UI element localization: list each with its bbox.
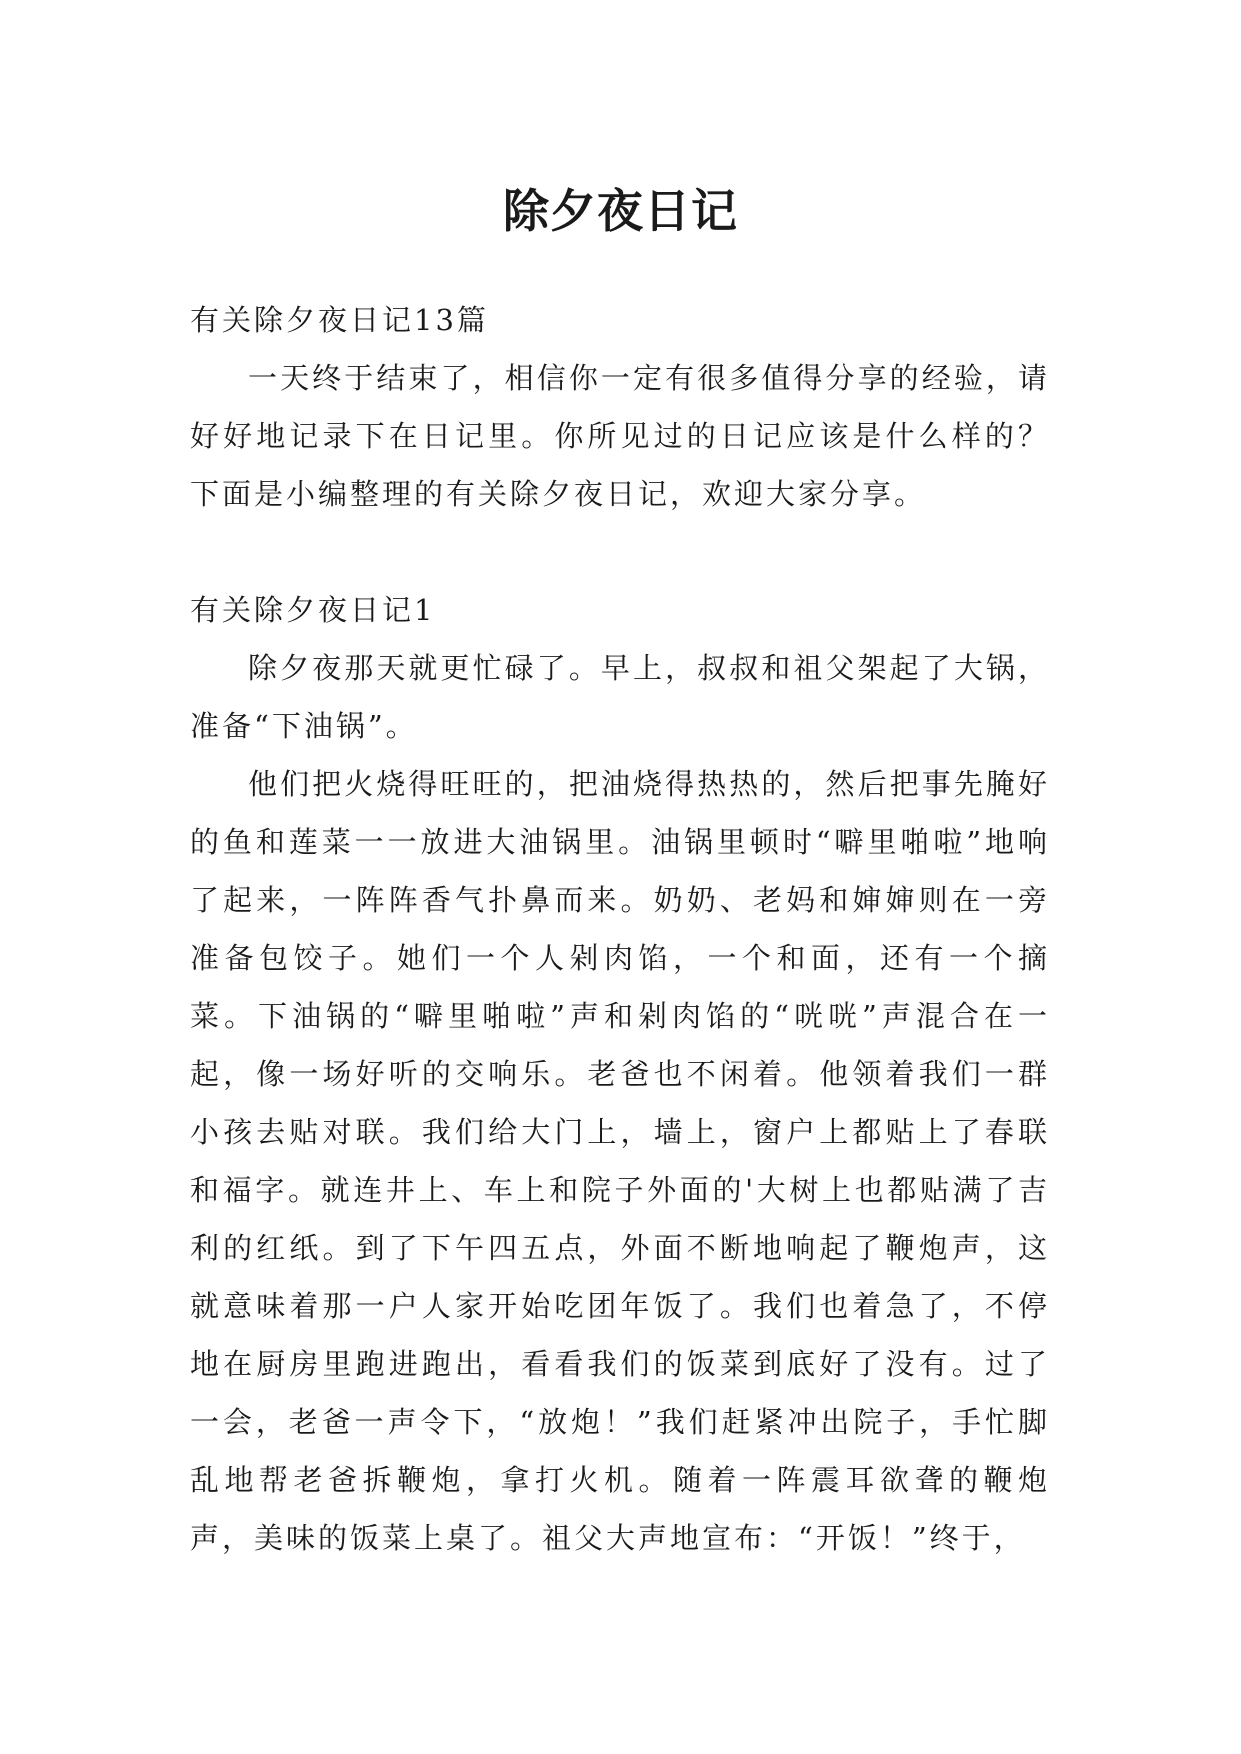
body-paragraph: 他们把火烧得旺旺的，把油烧得热热的，然后把事先腌好的鱼和莲菜一一放进大油锅里。油锅里顿时“噼里啪啦”地响了起来，一阵阵香气扑鼻而来。奶奶、老妈和婶婶则在一旁准备包饺子。她们一个人剁肉馅，一个和面，还有一个摘菜。下油锅的“噼里啪啦”声和剁肉馅的“咣咣”声混合在一起，像一场好听的交响乐。老爸也不闲着。他领着我们一群小孩去贴对联。我们给大门上，墙上，窗户上都贴上了春联和福字。就连井上、车上和院子外面的'大树上也都贴满了吉利的红纸。到了下午四五点，外面不断地响起了鞭炮声，这就意味着那一户人家开始吃团年饭了。我们也着急了，不停地在厨房里跑进跑出，看看我们的饭菜到底好了没有。过了一会，老爸一声令下，“放炮！”我们赶紧冲出院子，手忙脚乱地帮老爸拆鞭炮，拿打火机。随着一阵震耳欲聋的鞭炮声，美味的饭菜上桌了。祖父大声地宣布：“开饭！”终于， (190, 767, 1050, 1555)
body-paragraph: 除夕夜那天就更忙碌了。早上，叔叔和祖父架起了大锅，准备“下油锅”。 (190, 651, 1050, 743)
page-title: 除夕夜日记 (503, 183, 738, 238)
intro-paragraph: 一天终于结束了，相信你一定有很多值得分享的经验，请好好地记录下在日记里。你所见过的日记应该是什么样的？下面是小编整理的有关除夕夜日记，欢迎大家分享。 (190, 361, 1050, 511)
document-body (190, 291, 1050, 1567)
intro-heading: 有关除夕夜日记13篇 (190, 303, 489, 337)
section-heading: 有关除夕夜日记1 (190, 593, 436, 627)
section-spacer (190, 523, 1050, 581)
